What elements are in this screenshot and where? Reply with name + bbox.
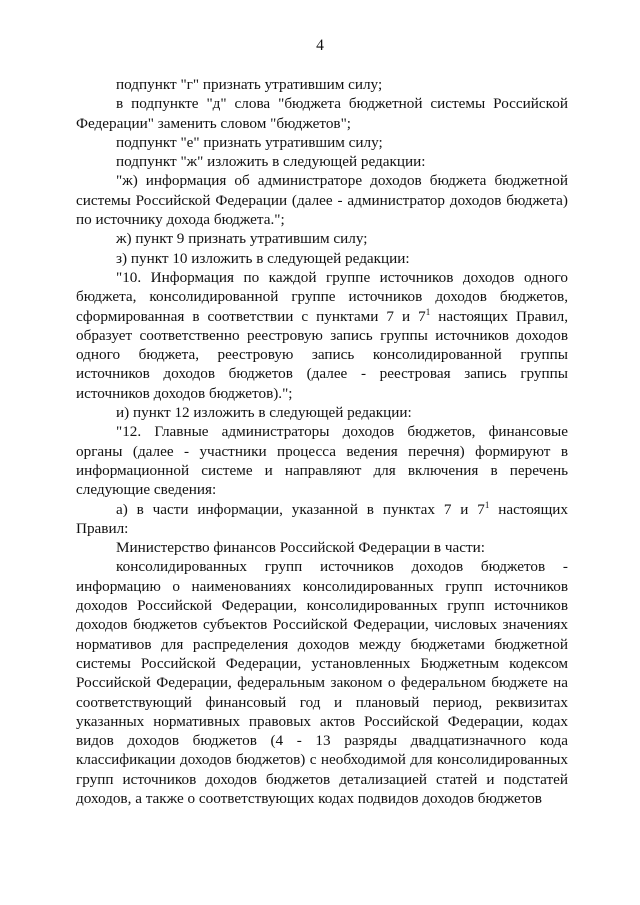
paragraph-text: "10. Информация по каждой группе источников доходов одного бюджета, консолидированной группе источников доходов бюджетов, сформированная в соответствии с пунктами 7 и 7 xyxy=(76,268,568,325)
page-number: 4 xyxy=(316,37,324,54)
paragraph: ж) пункт 9 признать утратившим силу; xyxy=(116,230,368,248)
superscript: 1 xyxy=(484,499,490,510)
paragraph-item-10 xyxy=(76,268,568,403)
paragraph-subitem-a xyxy=(76,500,568,539)
paragraph-text: а) в части информации, указанной в пунктах 7 и 7 xyxy=(116,500,485,518)
document-body xyxy=(76,75,568,808)
paragraph: "ж) информация об администраторе доходов бюджета бюджетной системы Российской Федерации (далее - администратор доходов бюджета) по источнику дохода бюджета."; xyxy=(76,172,568,229)
paragraph-text: настоящих Правил: xyxy=(76,500,568,537)
paragraph: и) пункт 12 изложить в следующей редакции: xyxy=(116,404,412,422)
paragraph: в подпункте "д" слова "бюджета бюджетной системы Российской Федерации" заменить словом "бюджетов"; xyxy=(76,95,568,132)
paragraph: консолидированных групп источников доходов бюджетов - информацию о наименованиях консолидированных групп источников доходов Российской Федерации, консолидированных групп источников доходов бюджетов субъектов Российской Федерации, числовых значениях нормативов для распределения доходов между бюджетами бюджетной системы Российской Федерации, установленных Бюджетным кодексом Российской Федерации, федеральным законом о федеральном бюджете на соответствующий финансовый год и плановый период, реквизитах указанных нормативных правовых актов Российской Федерации, кодах видов доходов бюджетов (4 - 13 разряды двадцатизначного кода классификации доходов бюджетов) с необходимой для консолидированных групп источников доходов бюджетов детализацией статей и подстатей доходов, а также о соответствующих кодах подвидов доходов бюджетов xyxy=(76,558,568,807)
paragraph-item-12: "12. Главные администраторы доходов бюджетов, финансовые органы (далее - участники процесса ведения перечня) формируют в информационной системе и направляют для включения в перечень следующие сведения: xyxy=(76,423,568,499)
superscript: 1 xyxy=(425,306,431,317)
paragraph: подпункт "ж" изложить в следующей редакции: xyxy=(116,153,426,171)
paragraph: подпункт "г" признать утратившим силу; xyxy=(116,76,383,93)
paragraph: Министерство финансов Российской Федерации в части: xyxy=(116,539,485,557)
paragraph: подпункт "е" признать утратившим силу; xyxy=(116,133,383,151)
paragraph-text: настоящих Правил, образует соответственно реестровую запись группы источников доходов одного бюджета, реестровую запись консолидированной группы источников доходов бюджетов (далее - реестровая запись группы источников доходов бюджетов)."; xyxy=(76,307,569,402)
paragraph: з) пункт 10 изложить в следующей редакции: xyxy=(116,249,410,267)
